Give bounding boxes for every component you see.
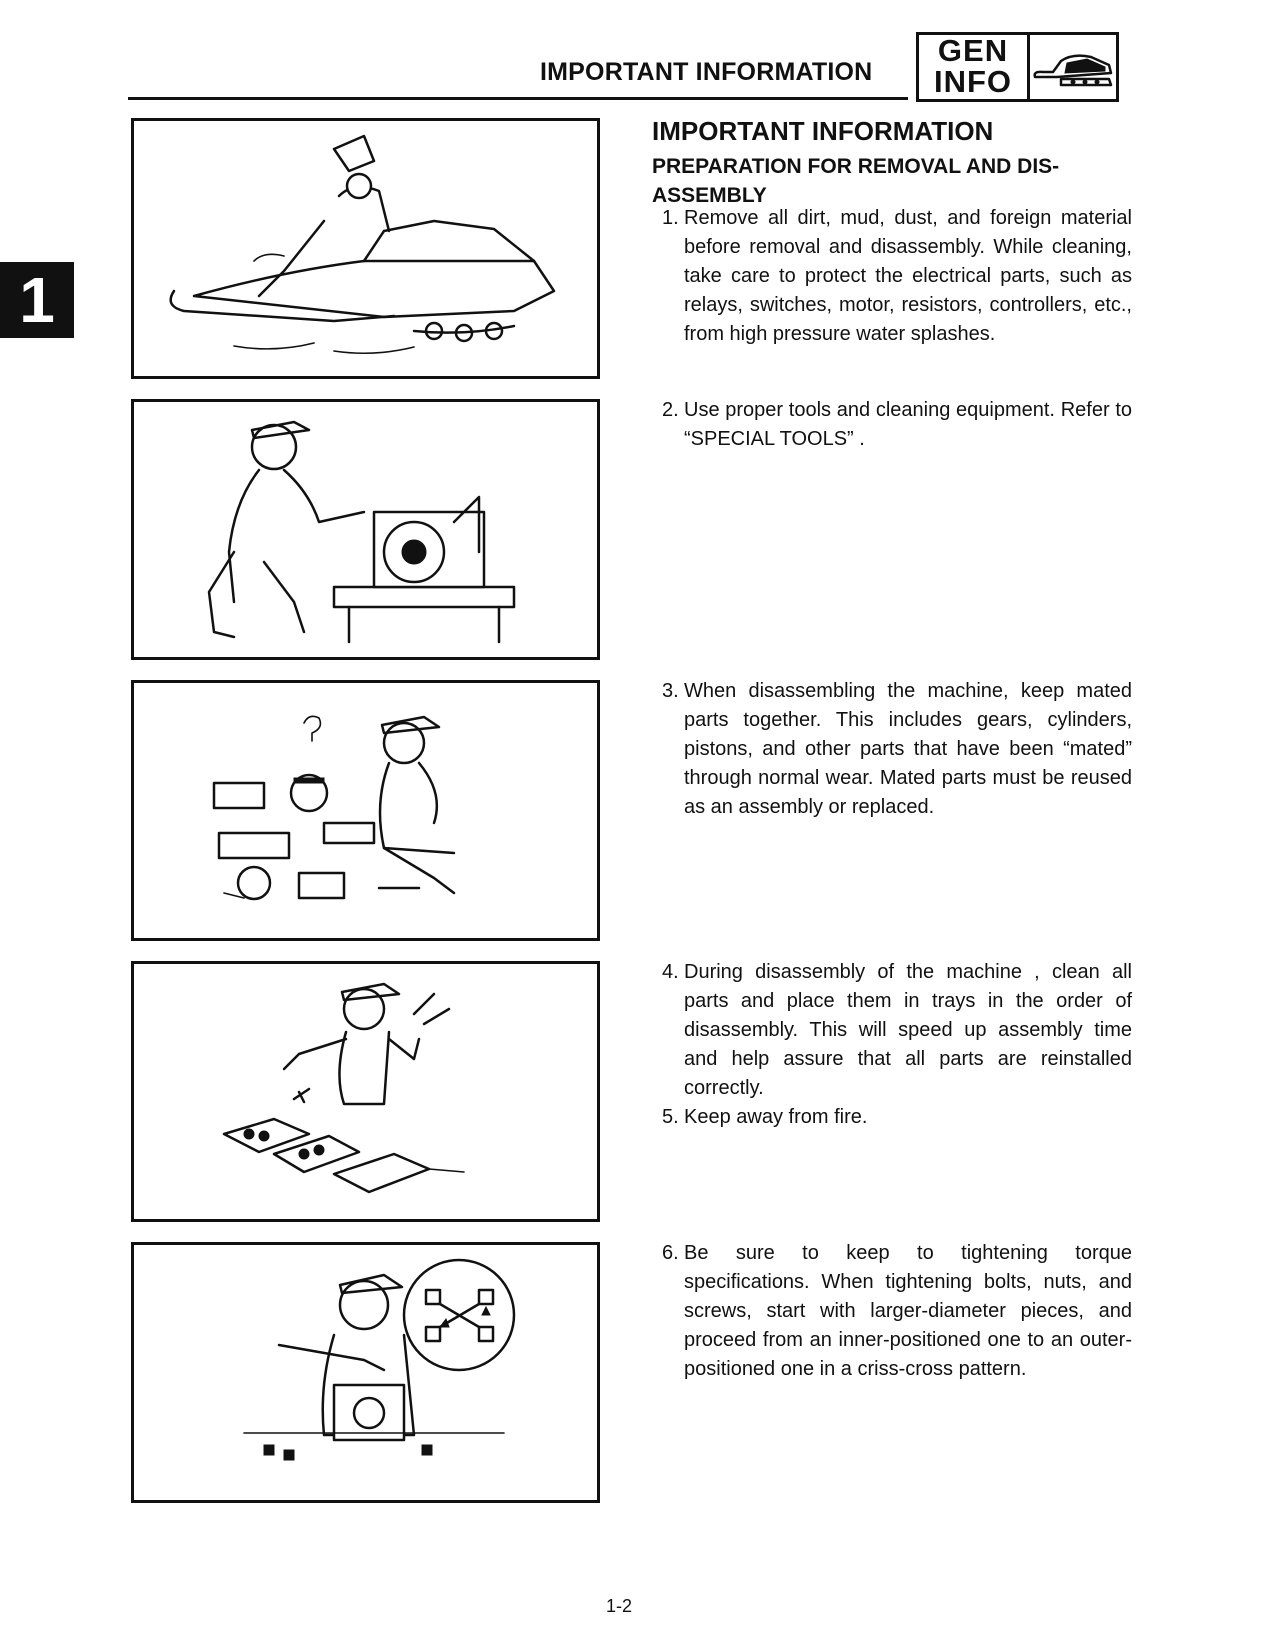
figure-parts-trays xyxy=(131,961,600,1222)
step-2 xyxy=(662,396,1132,454)
section-subtitle: PREPARATION FOR REMOVAL AND DIS-ASSEMBLY xyxy=(652,155,1060,207)
step-text: Remove all dirt, mud, dust, and foreign material before removal and disassembly. While cleaning, take care to protect the electrical parts, such as relays, switches, motor, resistors, controllers, etc., from high pressure water splashes. xyxy=(684,207,1132,345)
figure-mated-parts xyxy=(131,680,600,941)
header-title: IMPORTANT INFORMATION xyxy=(540,58,873,86)
step-number: 3. xyxy=(662,680,679,702)
page-number: 1-2 xyxy=(606,1596,633,1616)
step-number: 2. xyxy=(662,399,679,421)
step-text: Use proper tools and cleaning equipment. Refer to “SPECIAL TOOLS” . xyxy=(684,399,1132,450)
gen-info-badge xyxy=(916,32,1119,102)
step-number: 5. xyxy=(662,1106,679,1128)
step-4 xyxy=(662,958,1132,1103)
badge-text xyxy=(919,35,1030,99)
step-1 xyxy=(662,204,1132,349)
step-6 xyxy=(662,1239,1132,1384)
mechanic-tightening-bolts-crisscross-illustration xyxy=(134,1245,597,1500)
step-number: 1. xyxy=(662,207,679,229)
snowmobile-washing-illustration xyxy=(134,121,597,376)
figure-cleaning-engine xyxy=(131,399,600,660)
step-text: Keep away from fire. xyxy=(684,1106,868,1128)
mechanic-with-mated-parts-illustration xyxy=(134,683,597,938)
step-text: Be sure to keep to tightening torque specifications. When tightening bolts, nuts, and screws, start with larger-diameter pieces, and proceed from an inner-positioned one to an outer-positioned one in a criss-cross pattern. xyxy=(684,1242,1132,1380)
snowmobile-icon xyxy=(1031,41,1115,95)
badge-line-info: INFO xyxy=(933,64,1013,99)
step-3 xyxy=(662,677,1132,822)
section-title: IMPORTANT INFORMATION xyxy=(652,116,994,146)
figure-tightening-bolts xyxy=(131,1242,600,1503)
badge-line-gen: GEN xyxy=(937,33,1009,68)
header-divider xyxy=(128,97,908,100)
step-number: 6. xyxy=(662,1242,679,1264)
mechanic-cleaning-engine-illustration xyxy=(134,402,597,657)
chapter-tab: 1 xyxy=(0,262,74,338)
step-5 xyxy=(662,1103,1132,1132)
step-text: During disassembly of the machine , clean all parts and place them in trays in the order of disassembly. This will speed up assembly time and help assure that all parts are reinstalled correctly. xyxy=(684,961,1132,1099)
step-text: When disassembling the machine, keep mated parts together. This includes gears, cylinders, pistons, and other parts that have been “mated” through normal wear. Mated parts must be reused as an assembly or replaced. xyxy=(684,680,1132,818)
figure-snowmobile-washing xyxy=(131,118,600,379)
step-number: 4. xyxy=(662,961,679,983)
mechanic-sorting-parts-into-trays-illustration xyxy=(134,964,597,1219)
